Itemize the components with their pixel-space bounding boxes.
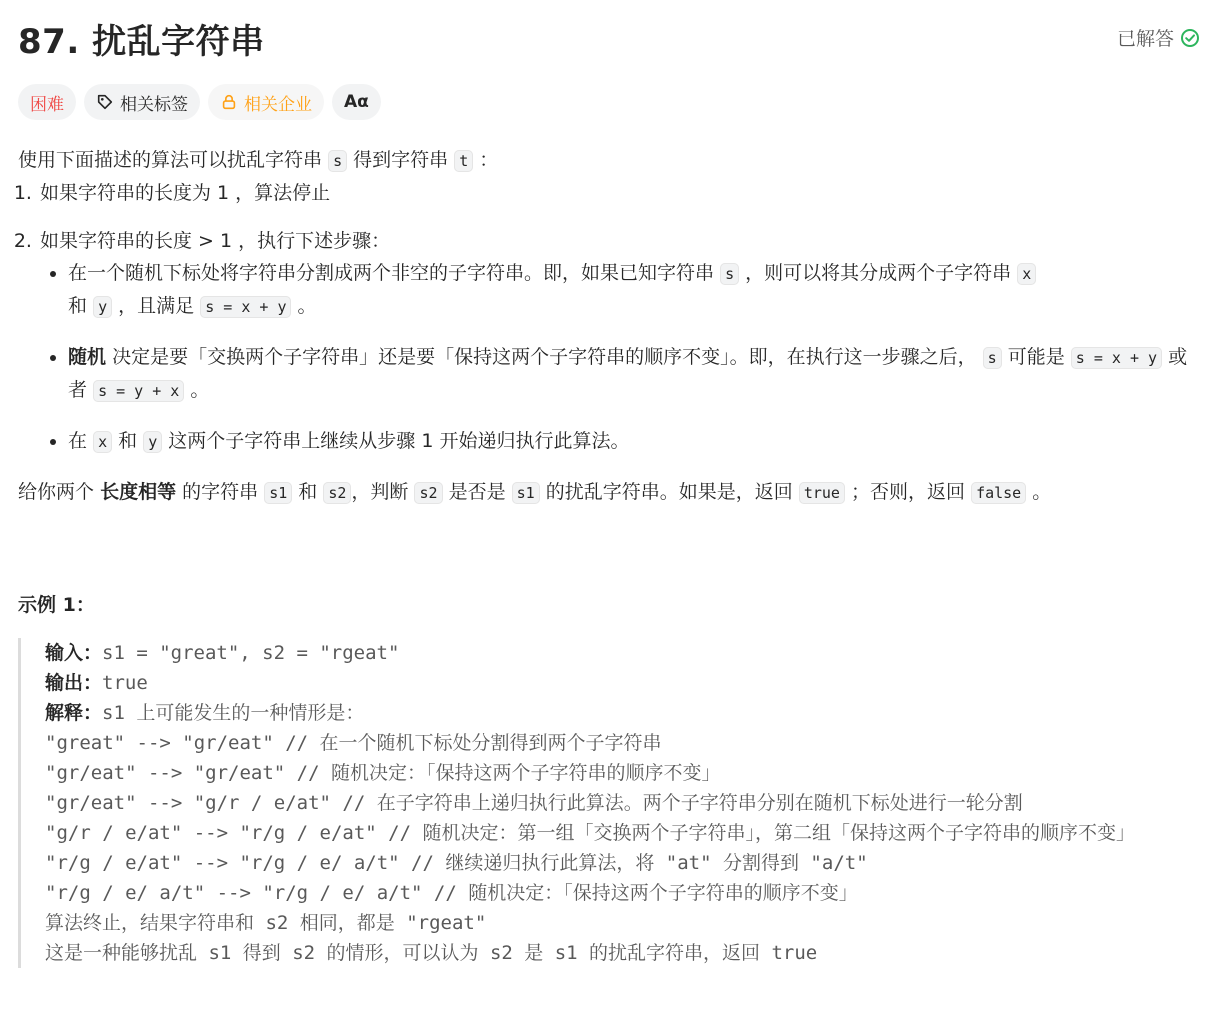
problem-description <box>18 144 1200 621</box>
step-1 <box>38 177 1200 209</box>
step-2 <box>38 225 1200 458</box>
task-text: 是否是 <box>448 481 506 503</box>
code-x: x <box>1017 263 1036 285</box>
explain-line: "gr/eat" --> "g/r / e/at" // 在子字符串上递归执行此算法。两个子字符串分别在随机下标处进行一轮分割 <box>45 792 1023 814</box>
explain-line: "gr/eat" --> "gr/eat" // 随机决定：「保持这两个子字符串的顺序不变」 <box>45 762 721 784</box>
explain-value: s1 上可能发生的一种情形是： <box>102 702 365 724</box>
problem-panel <box>18 0 1200 964</box>
code-y: y <box>143 431 162 453</box>
substep-text: ，则可以将其分成两个子字符串 <box>745 262 1012 284</box>
example-input-line <box>45 638 1200 668</box>
code-s2: s2 <box>323 482 351 504</box>
translate-icon: Aα <box>344 92 369 112</box>
code-x: x <box>93 431 112 453</box>
example-1-heading: 示例 1： <box>18 594 95 616</box>
substep-text: 这两个子字符串上继续从步骤 1 开始递归执行此算法。 <box>168 430 630 452</box>
substep-text: 或者 <box>68 346 1188 401</box>
problem-title: 87. 扰乱字符串 <box>18 22 265 62</box>
example-explain-line <box>45 698 1200 728</box>
output-label: 输出： <box>45 672 103 694</box>
code-equation: s = x + y <box>1071 347 1162 369</box>
substep-text: 在一个随机下标处将字符串分割成两个非空的子字符串。即，如果已知字符串 <box>68 262 715 284</box>
difficulty-badge <box>18 84 76 120</box>
related-tags-label: 相关标签 <box>120 94 188 115</box>
code-s: s <box>983 347 1002 369</box>
code-true: true <box>799 482 845 504</box>
substep-text: 在 <box>68 430 88 452</box>
solved-label: 已解答 <box>1116 28 1174 50</box>
code-s1: s1 <box>512 482 540 504</box>
task-text: 。 <box>1032 481 1052 503</box>
explain-line: "r/g / e/at" --> "r/g / e/ a/t" // 继续递归执行此算法，将 "at" 分割得到 "a/t" <box>45 852 868 874</box>
related-companies-button[interactable] <box>208 84 324 120</box>
code-equation: s = x + y <box>200 296 291 318</box>
task-paragraph <box>18 476 1200 509</box>
substep-text: ，且满足 <box>118 295 195 317</box>
bold-random: 随机 <box>68 346 107 368</box>
substep-split <box>68 257 1200 323</box>
task-text: 的字符串 <box>182 481 259 503</box>
task-text: 和 <box>298 481 318 503</box>
intro-text: 得到字符串 <box>353 149 449 171</box>
code-s1: s1 <box>264 482 292 504</box>
example-output-line <box>45 668 1200 698</box>
task-text: ；否则，返回 <box>851 481 966 503</box>
substep-text: 和 <box>68 295 88 317</box>
step-2-substeps <box>40 257 1200 458</box>
explain-line: "g/r / e/at" --> "r/g / e/at" // 随机决定：第一组「交换两个子字符串」，第二组「保持这两个子字符串的顺序不变」 <box>45 822 1135 844</box>
intro-paragraph <box>18 144 1200 177</box>
intro-text: 使用下面描述的算法可以扰乱字符串 <box>18 149 323 171</box>
code-y: y <box>93 296 112 318</box>
step-2-text: 如果字符串的长度 > 1 ，执行下述步骤： <box>40 230 391 252</box>
explain-line: 这是一种能够扰乱 s1 得到 s2 的情形，可以认为 s2 是 s1 的扰乱字符串，返回 true <box>45 942 818 964</box>
task-text: ，判断 <box>351 481 409 503</box>
example-1-block <box>18 638 1200 968</box>
substep-recurse <box>68 425 1200 458</box>
explain-label: 解释： <box>45 702 103 724</box>
substep-text: 和 <box>118 430 138 452</box>
title-row <box>18 0 1200 76</box>
substep-text: 决定是要「交换两个子字符串」还是要「保持这两个子字符串的顺序不变」。即，在执行这一步骤之后， <box>112 346 977 368</box>
tag-icon <box>96 93 114 111</box>
solved-status <box>1117 24 1200 51</box>
output-value: true <box>102 672 148 694</box>
code-equation: s = y + x <box>93 380 184 402</box>
related-companies-label: 相关企业 <box>244 94 312 115</box>
code-s: s <box>720 263 739 285</box>
input-label: 输入： <box>45 642 103 664</box>
task-text: 的扰乱字符串。如果是，返回 <box>545 481 793 503</box>
bold-equal-length: 长度相等 <box>100 481 177 503</box>
code-false: false <box>971 482 1026 504</box>
substep-random <box>68 341 1200 407</box>
input-value: s1 = "great", s2 = "rgeat" <box>102 642 400 664</box>
task-text: 给你两个 <box>18 481 95 503</box>
check-circle-icon <box>1180 28 1200 48</box>
substep-text: 可能是 <box>1007 346 1065 368</box>
tag-bar <box>18 84 381 120</box>
font-toggle-button[interactable] <box>332 84 381 120</box>
lock-icon <box>220 93 238 111</box>
substep-text: 。 <box>297 295 317 317</box>
related-tags-button[interactable] <box>84 84 200 120</box>
explain-line: "great" --> "gr/eat" // 在一个随机下标处分割得到两个子字符串 <box>45 732 662 754</box>
substep-text: 。 <box>190 379 210 401</box>
step-1-text: 如果字符串的长度为 1 ，算法停止 <box>40 182 331 204</box>
code-s2: s2 <box>414 482 442 504</box>
explain-line: 算法终止，结果字符串和 s2 相同，都是 "rgeat" <box>45 912 487 934</box>
algorithm-steps <box>18 177 1200 458</box>
explain-line: "r/g / e/ a/t" --> "r/g / e/ a/t" // 随机决定：「保持这两个子字符串的顺序不变」 <box>45 882 858 904</box>
difficulty-label: 困难 <box>30 94 64 115</box>
code-s: s <box>328 150 347 172</box>
intro-text: ： <box>479 149 499 171</box>
code-t: t <box>454 150 473 172</box>
